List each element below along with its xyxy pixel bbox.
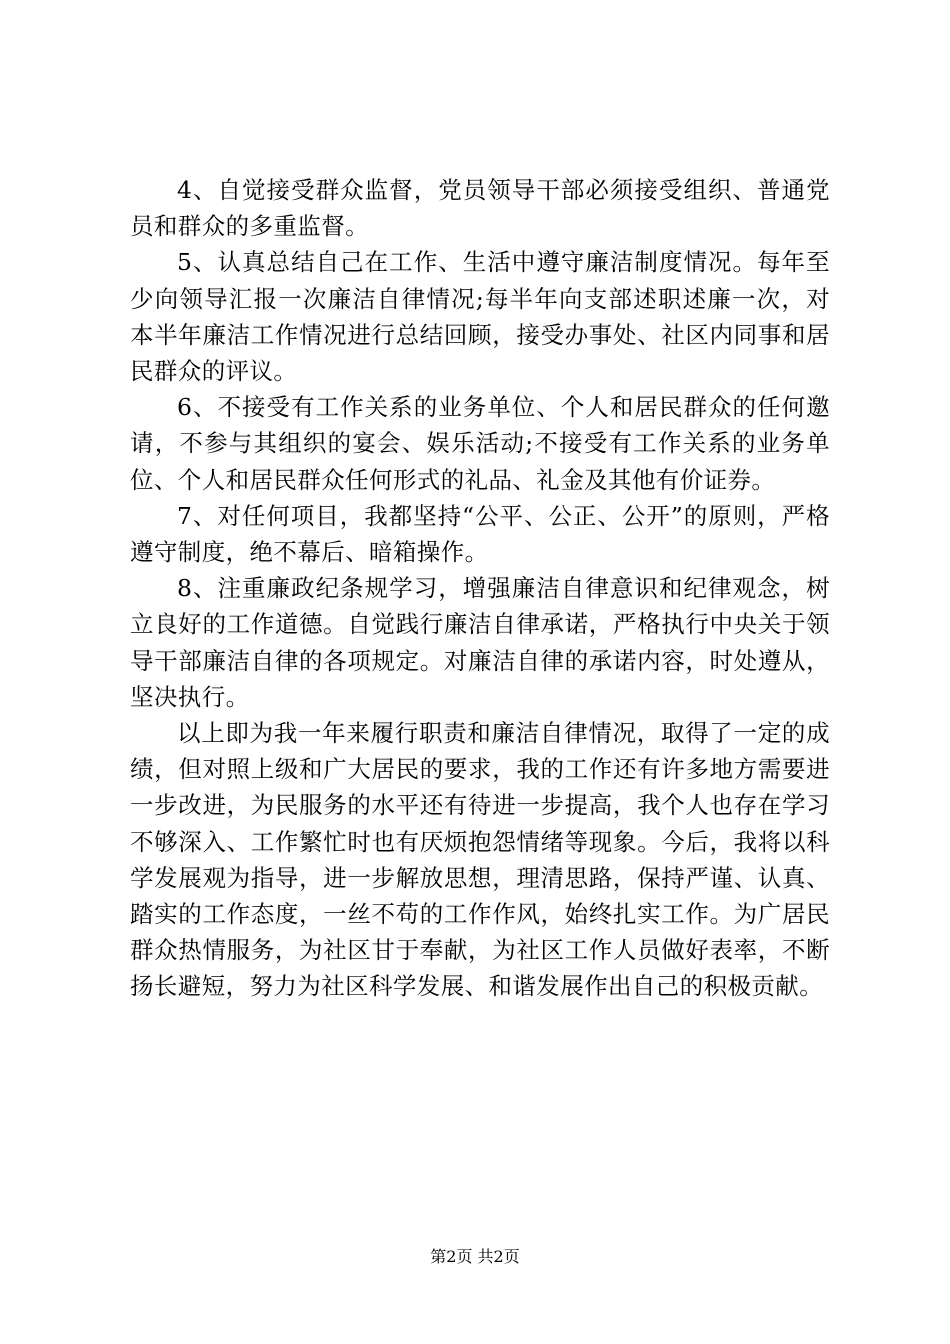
paragraph-item-7: 7、对任何项目，我都坚持“公平、公正、公开”的原则，严格遵守制度，绝不幕后、暗箱操作。 [130, 501, 830, 567]
paragraph-item-6: 6、不接受有工作关系的业务单位、个人和居民群众的任何邀请，不参与其组织的宴会、娱乐活动;不接受有工作关系的业务单位、个人和居民群众任何形式的礼品、礼金及其他有价证券。 [130, 393, 830, 494]
paragraph-item-4: 4、自觉接受群众监督，党员领导干部必须接受组织、普通党员和群众的多重监督。 [130, 176, 830, 241]
paragraph-item-5: 5、认真总结自己在工作、生活中遵守廉洁制度情况。每年至少向领导汇报一次廉洁自律情况;每半年向支部述职述廉一次，对本半年廉洁工作情况进行总结回顾，接受办事处、社区内同事和居民群众的评议。 [130, 248, 830, 386]
paragraph-item-8: 8、注重廉政纪条规学习，增强廉洁自律意识和纪律观念，树立良好的工作道德。自觉践行廉洁自律承诺，严格执行中央关于领导干部廉洁自律的各项规定。对廉洁自律的承诺内容，时处遵从，坚决执行。 [130, 574, 830, 711]
paragraph-summary: 以上即为我一年来履行职责和廉洁自律情况，取得了一定的成绩，但对照上级和广大居民的要求，我的工作还有许多地方需要进一步改进，为民服务的水平还有待进一步提高，我个人也存在学习不够深入、工作繁忙时也有厌烦抱怨情绪等现象。今后，我将以科学发展观为指导，进一步解放思想，理清思路，保持严谨、认真、踏实的工作态度，一丝不苟的工作作风，始终扎实工作。为广居民群众热情服务，为社区甘于奉献，为社区工作人员做好表率，不断扬长避短，努力为社区科学发展、和谐发展作出自己的积极贡献。 [130, 719, 830, 1001]
page-number-footer: 第2页 共2页 [430, 1247, 520, 1266]
document-body [130, 172, 830, 1005]
